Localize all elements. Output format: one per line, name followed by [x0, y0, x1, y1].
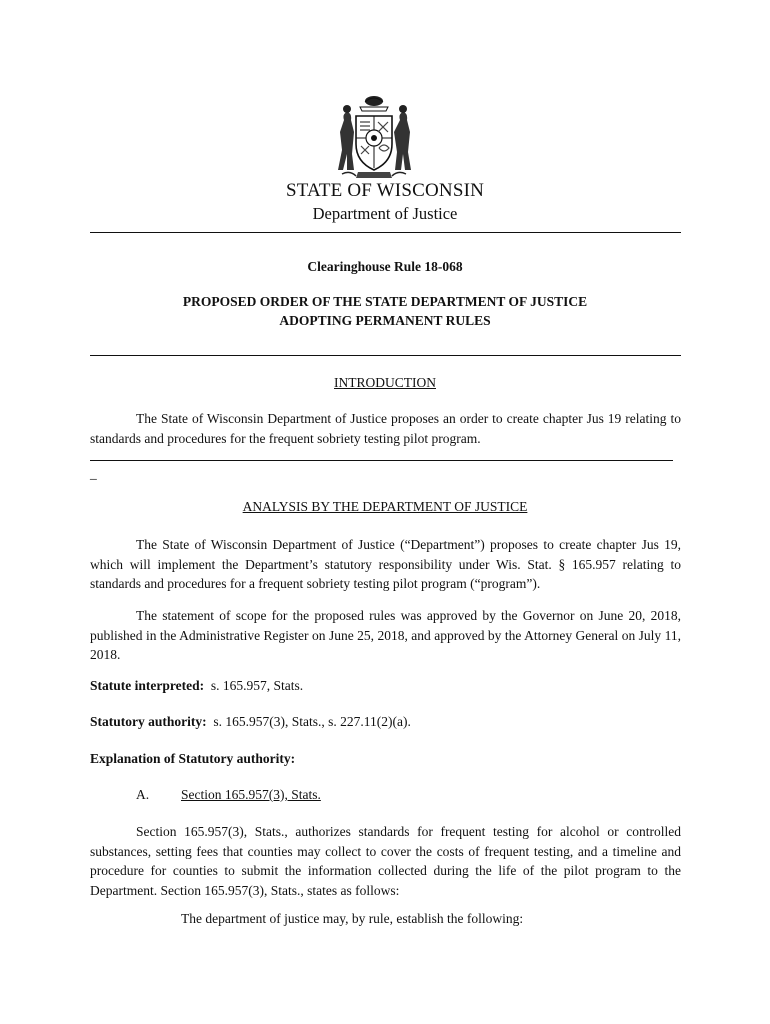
- state-name: STATE OF WISCONSIN: [285, 180, 485, 201]
- section-paragraph: Section 165.957(3), Stats., authorizes standards for frequent testing for alcohol or controlled substances, setting fees that counties may collect to cover the costs of frequent testing, and a timeline and procedure for counties to submit the information collected during the life of the pilot program to the Department. Section 165.957(3), Stats., states as follows:: [90, 824, 681, 898]
- statute-interpreted: [90, 678, 303, 694]
- analysis-paragraph-1: The State of Wisconsin Department of Justice (“Department”) proposes to create chapter Jus 19, which will implement the Department’s statutory responsibility under Wis. Stat. § 165.957 relating to standards and procedures for a frequent sobriety testing pilot program (“program”).: [90, 537, 681, 591]
- section-title: Section 165.957(3), Stats.: [181, 787, 321, 802]
- state-seal: [334, 92, 414, 182]
- explanation-heading: Explanation of Statutory authority:: [90, 751, 296, 766]
- divider-bottom: [90, 355, 681, 356]
- analysis-paragraph-2: The statement of scope for the proposed rules was approved by the Governor on June 20, 2018, published in the Administrative Register on June 25, 2018, and approved by the Attorney General on July 11, 2018.: [90, 608, 681, 662]
- department-name: Department of Justice: [312, 204, 458, 223]
- statutory-authority-label: Statutory authority:: [90, 714, 207, 729]
- order-title-line1: PROPOSED ORDER OF THE STATE DEPARTMENT OF JUSTICE: [182, 294, 588, 309]
- separator-dash: _: [90, 466, 97, 481]
- introduction-text: The State of Wisconsin Department of Justice proposes an order to create chapter Jus 19 relating to standards and procedures for the frequent sobriety testing pilot program.: [90, 411, 681, 446]
- statutory-authority: [90, 714, 411, 730]
- statute-interpreted-label: Statute interpreted:: [90, 678, 205, 693]
- order-title-line2: ADOPTING PERMANENT RULES: [279, 313, 491, 328]
- separator-line: [90, 460, 673, 461]
- quote-line: The department of justice may, by rule, establish the following:: [181, 911, 524, 926]
- statute-interpreted-value: s. 165.957, Stats.: [210, 678, 304, 693]
- introduction-heading: INTRODUCTION: [334, 375, 436, 390]
- statutory-authority-value: s. 165.957(3), Stats., s. 227.11(2)(a).: [213, 714, 411, 729]
- divider-top: [90, 232, 681, 233]
- analysis-heading: ANALYSIS BY THE DEPARTMENT OF JUSTICE: [242, 499, 528, 514]
- section-letter: A.: [136, 787, 150, 802]
- clearinghouse-rule: Clearinghouse Rule 18-068: [307, 259, 463, 274]
